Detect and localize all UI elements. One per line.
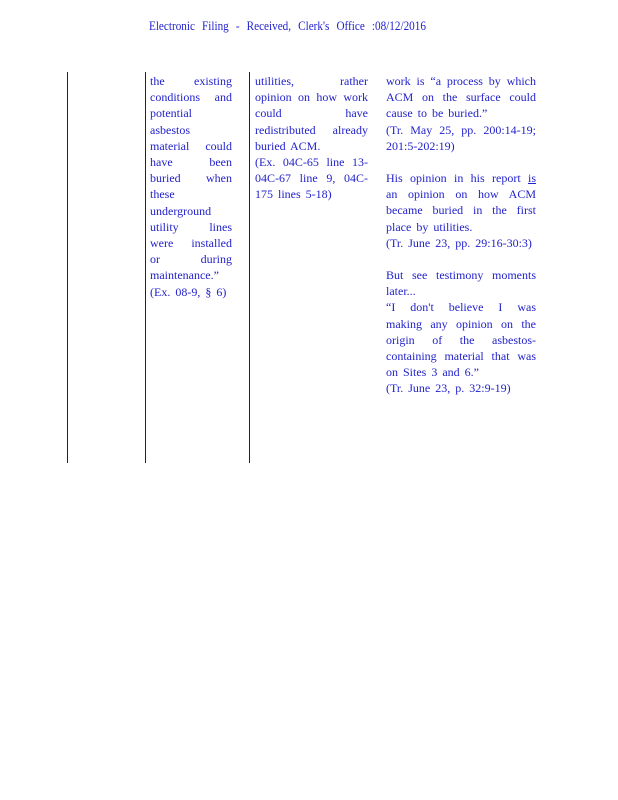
- cell-citation: (Tr. May 25, pp. 200:14-19; 201:5-202:19): [386, 122, 536, 153]
- cell-text: But see testimony moments later...: [386, 268, 536, 299]
- cell-citation: (Ex. 04C-65 line 13-04C-67 line 9, 04C-175 lines 5-18): [255, 155, 368, 202]
- table-cell-column-2: [255, 73, 368, 203]
- text-segment: His opinion in his report: [386, 171, 528, 186]
- table-cell-column-1: [150, 73, 232, 300]
- cell-text: the existing conditions and potential asbestos material could have been buried when these underground utility lines were installed or during maintenance.”: [150, 74, 232, 283]
- quoted-testimony: “I don't believe I was making any opinion on the origin of the asbestos-containing material that was on Sites 3 and 6.”: [386, 300, 536, 380]
- cell-text: utilities, rather opinion on how work could have redistributed already buried ACM.: [255, 74, 368, 153]
- text-segment: an opinion on how ACM became buried in the first place by utilities.: [386, 187, 536, 234]
- cell-citation: (Ex. 08-9, § 6): [150, 284, 227, 299]
- cell-text: work is “a process by which ACM on the surface could cause to be buried.”: [386, 74, 536, 121]
- cell-citation: (Tr. June 23, p. 32:9-19): [386, 381, 511, 396]
- paragraph-gap: [386, 251, 536, 267]
- cell-citation: (Tr. June 23, pp. 29:16-30:3): [386, 235, 532, 250]
- paragraph-gap: [386, 154, 536, 170]
- table-column-divider-2: [249, 72, 250, 463]
- filing-stamp-header: Electronic Filing - Received, Clerk's Office :08/12/2016: [149, 18, 426, 33]
- table-column-divider-1: [145, 72, 146, 463]
- table-cell-column-3: [386, 73, 536, 397]
- cell-paragraph-2: [386, 170, 536, 235]
- underlined-text: is: [527, 171, 536, 186]
- table-left-border: [67, 72, 68, 463]
